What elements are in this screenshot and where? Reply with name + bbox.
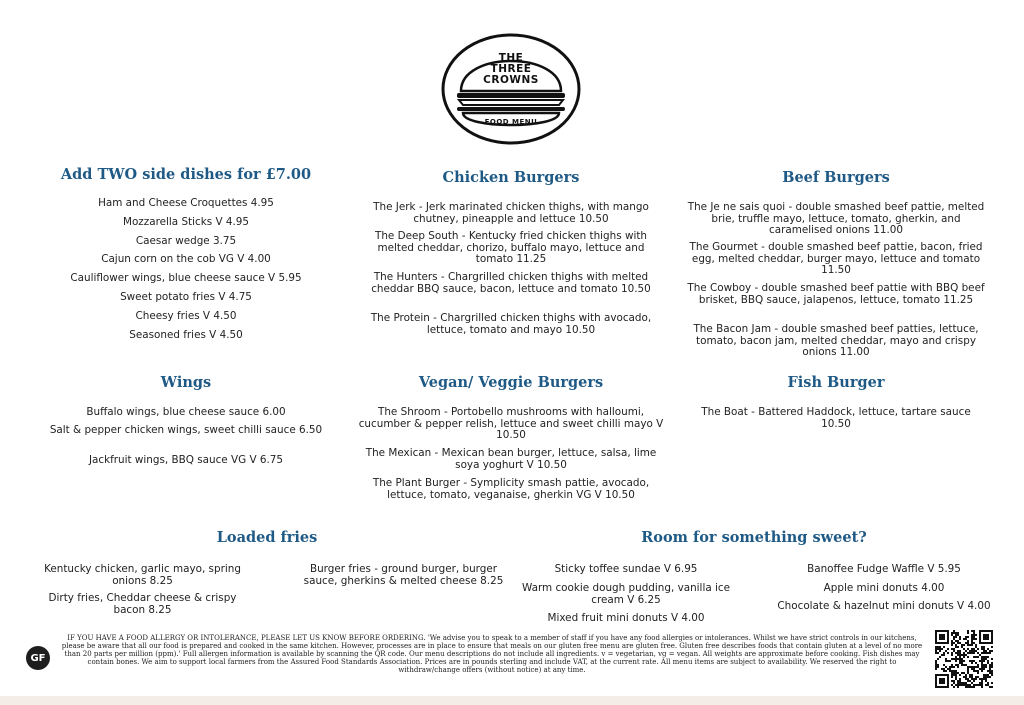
qr-code-graphic — [935, 630, 993, 688]
menu-item: Kentucky chicken, garlic mayo, spring onions 8.25 — [44, 563, 241, 587]
menu-item: Sweet potato fries V 4.75 — [120, 291, 252, 303]
menu-item: The Deep South - Kentucky fried chicken thighs with melted cheddar, chorizo, buffalo mayo, lettuce and tomato 11.25 — [374, 230, 648, 265]
three-crowns-logo — [441, 33, 581, 145]
fish-burger-heading: Fish Burger — [787, 374, 885, 391]
menu-item: Ham and Cheese Croquettes 4.95 — [98, 197, 274, 209]
menu-item: Jackfruit wings, BBQ sauce VG V 6.75 — [88, 454, 284, 466]
menu-item: The Cowboy - double smashed beef pattie with BBQ beef brisket, BBQ sauce, jalapenos, lettuce, tomato 11.25 — [687, 282, 985, 306]
logo-title-line: THREE — [490, 63, 532, 75]
menu-item: Dirty fries, Cheddar cheese & crispy bacon 8.25 — [48, 592, 237, 616]
menu-item: The Boat - Battered Haddock, lettuce, tartare sauce 10.50 — [701, 406, 971, 430]
menu-item: Cheesy fries V 4.50 — [135, 310, 237, 322]
menu-item: The Protein - Chargrilled chicken thighs with avocado, lettuce, tomato and mayo 10.50 — [370, 312, 652, 336]
menu-item: The Plant Burger - Symplicity smash pattie, avocado, lettuce, tomato, veganaise, gherkin VG V 10.50 — [372, 477, 650, 501]
menu-item: The Hunters - Chargrilled chicken thighs with melted cheddar BBQ sauce, bacon, lettuce and tomato 10.50 — [371, 271, 651, 295]
gluten-free-badge-icon: GF — [26, 646, 50, 670]
menu-item: Burger fries - ground burger, burger sauce, gherkins & melted cheese 8.25 — [303, 563, 504, 587]
wings-heading: Wings — [160, 374, 212, 391]
menu-item: Salt & pepper chicken wings, sweet chilli sauce 6.50 — [49, 424, 323, 436]
menu-item: The Jerk - Jerk marinated chicken thighs, with mango chutney, pineapple and lettuce 10.50 — [373, 201, 649, 225]
menu-item: Apple mini donuts 4.00 — [823, 582, 945, 594]
menu-item: Banoffee Fudge Waffle V 5.95 — [807, 563, 961, 575]
burger-logo-icon — [441, 33, 581, 145]
menu-item: Mixed fruit mini donuts V 4.00 — [547, 612, 705, 624]
menu-item: Warm cookie dough pudding, vanilla ice cream V 6.25 — [521, 582, 730, 606]
beef-burgers-heading: Beef Burgers — [782, 169, 890, 186]
loaded-fries-heading: Loaded fries — [216, 529, 318, 546]
allergy-notice: IF YOU HAVE A FOOD ALLERGY OR INTOLERANCE, PLEASE LET US KNOW BEFORE ORDERING. 'We advise you to speak to a member of staff if you have any food allergies or intolerances. Whilst we have strict controls in our kitchens, please be aware that all our food is prepared and cooked in the same kitchen. However, processes are in place to ensure that meals on our gluten free menu are gluten free. Gluten free describes foods that contain gluten at a level of no more than 20 parts per million (ppm).' Full allergen information is available by scanning the QR code. Our menu descriptions do not include all ingredients. v = vegetarian, vg = vegan. All weights are approximate before cooking. Fish dishes may contain bones. We aim to support local farmers from the Assured Food Standards Association. Prices are in pounds sterling and include VAT, at the current rate. All menu items are subject to availability. We reserved the right to withdraw/change offers (without notice) at any time. — [61, 634, 923, 674]
logo-title — [441, 53, 581, 86]
menu-item: The Mexican - Mexican bean burger, lettuce, salsa, lime soya yoghurt V 10.50 — [365, 447, 657, 471]
logo-title-line: CROWNS — [483, 74, 539, 86]
logo-title-line: THE — [498, 52, 524, 64]
logo-subtitle: FOOD MENU — [484, 118, 538, 126]
menu-item: The Gourmet - double smashed beef pattie, bacon, fried egg, melted cheddar, burger mayo, lettuce and tomato 11.50 — [689, 241, 983, 276]
menu-item: Mozzarella Sticks V 4.95 — [122, 216, 250, 228]
menu-item: The Bacon Jam - double smashed beef patties, lettuce, tomato, bacon jam, melted cheddar, mayo and crispy onions 11.00 — [693, 323, 979, 358]
menu-item: Seasoned fries V 4.50 — [129, 329, 243, 341]
qr-code-icon[interactable] — [935, 630, 993, 688]
sides-heading: Add TWO side dishes for £7.00 — [60, 166, 312, 183]
menu-item: Cauliflower wings, blue cheese sauce V 5.95 — [70, 272, 302, 284]
chicken-burgers-heading: Chicken Burgers — [442, 169, 580, 186]
menu-item: Buffalo wings, blue cheese sauce 6.00 — [86, 406, 286, 418]
menu-item: Chocolate & hazelnut mini donuts V 4.00 — [777, 600, 991, 612]
menu-item: Sticky toffee sundae V 6.95 — [554, 563, 698, 575]
menu-item: The Je ne sais quoi - double smashed beef pattie, melted brie, truffle mayo, lettuce, tomato, gherkin, and caramelised onions 11.00 — [687, 201, 985, 236]
desserts-heading: Room for something sweet? — [641, 529, 867, 546]
vegan-veggie-heading: Vegan/ Veggie Burgers — [418, 374, 604, 391]
menu-item: The Shroom - Portobello mushrooms with halloumi, cucumber & pepper relish, lettuce and sweet chilli mayo V 10.50 — [358, 406, 664, 441]
menu-item: Cajun corn on the cob VG V 4.00 — [101, 253, 271, 265]
menu-item: Caesar wedge 3.75 — [135, 235, 237, 247]
